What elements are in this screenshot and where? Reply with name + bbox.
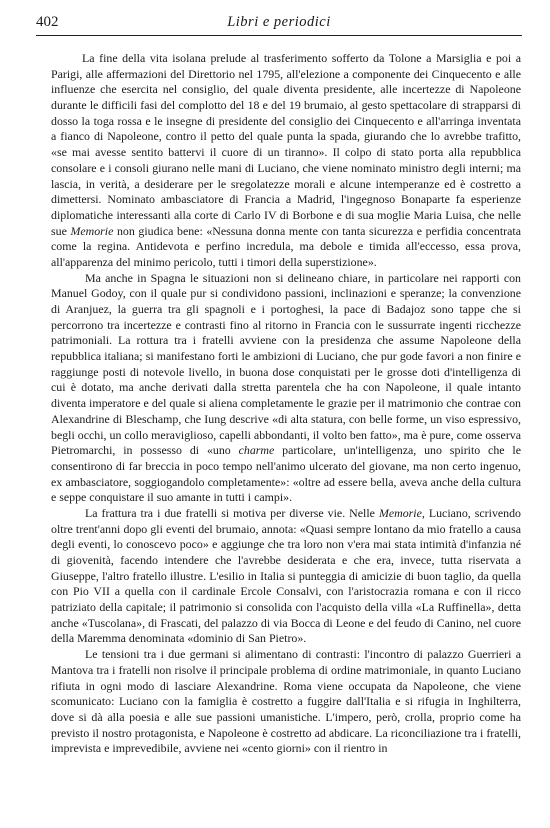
running-header xyxy=(36,14,522,34)
paragraph xyxy=(51,51,521,271)
text-run: La fine della vita isolana prelude al trasferimento sofferto da Tolone a Marsiglia e poi a Parigi, alle affermazioni del Direttorio nel 1795, all'elezione a componente dei Cinquecento e alle influenze che esercita nel consiglio, del quale diventa presidente, alle incertezze di Napoleone durante le difficili fasi del complotto del 18 e del 19 brumaio, al gesto spettacolare di strapparsi di dosso la toga rossa e le insegne di presidente del consiglio dei Cinquecento e all'arringa inventata a fianco di Napoleone, contro il petto del quale punta la spada, giurando che lo avrebbe trafitto, «se mai avesse sentito battervi il cuore di un tiranno». Il colpo di stato porta alla repubblica consolare e i consoli giurano nelle mani di Luciano, che viene nominato ministro degli interni; ma lascia, in verità, a desiderare per le sregolatezze morali e alcune intemperanze ed è costretto a dimettersi. Nominato ambasciatore di Francia a Madrid, l'ingegnoso Bonaparte fa esperienze diplomatiche interessanti alla corte di Carlo IV di Borbone e di sua moglie Maria Luisa, che nelle sue xyxy=(51,51,521,238)
text-run: Ma anche in Spagna le situazioni non si delineano chiare, in particolare nei rapporti con Manuel Godoy, con il quale pur si condividono passioni, inclinazioni e speranze; la convenzione di Aranjuez, la guerra tra gli spagnoli e i portoghesi, la pace di Badajoz sono tappe che si percorrono tra incertezze e contrasti fino al ritorno in Francia con le sussurrate ingenti ricchezze patrimoniali. La rottura tra i fratelli avviene con la presidenza che assume Napoleone della repubblica italiana; si manifestano forti le ambizioni di Luciano, che pur gode favori a non finire e raggiunge posti di notevole livello, in buona dose conquistati per le grosse doti d'intelligenza di cui è dotato, ma anche derivati dalla stretta parentela che ha con Napoleone, il quale intanto diventa imperatore e del quale si aliena completamente le grazie per il matrimonio che contrae con Alexandrine di Bleschamp, che Iung descrive «di alta statura, con belle forme, un viso espressivo, begli occhi, un collo meraviglioso, capelli abbondanti, il volto ben fatto», ma è pure, come osserva Pietromarchi, in possesso di «uno xyxy=(51,270,521,458)
italic-title: Memorie xyxy=(378,505,422,520)
italic-title: Memorie xyxy=(70,223,114,238)
running-title: Libri e periodici xyxy=(227,14,331,30)
text-run: , Luciano, scrivendo oltre trent'anni dopo gli eventi del brumaio, annota: «Quasi sempre lontano da mio fratello a causa degli eventi, lo conoscevo poco» e aggiunge che tra loro non v'era mai stata intimità d'infanzia né di giovenità, facendo intendere che l'avrebbe desiderata e che era, invece, tutta riservata a Giuseppe, l'altro fratello illustre. L'esilio in Italia si punteggia di amicizie di buon taglio, da quella con Pio VII a quella con il cardinale Ercole Consalvi, con l'aristocrazia romana e con il ricco patriziato della capitale; il patrimonio si consolida con l'acquisto della villa «La Ruffinella», detta anche «Tuscolana», di Frascati, del palazzo di via Bocca di Leone e del feudo di Canino, nel cuore della Maremma denominata «dominio di San Pietro». xyxy=(51,505,522,646)
italic-word: charme xyxy=(238,443,275,458)
text-run: La frattura tra i due fratelli si motiva per diverse vie. Nelle xyxy=(85,505,379,520)
page-number: 402 xyxy=(36,14,59,30)
text-run: particolare, un'intelligenza, uno spirito che le consentirono di far breccia in poco tempo nell'animo ulcerato del giovane, ma non certo ingenuo, ex ambasciatore, soggiogandolo completamente»: «oltre ad essere bella, aveva anche della cultura e seppe conquistare il suo amante in tutti i campi». xyxy=(51,443,522,505)
header-rule xyxy=(36,35,522,36)
paragraph xyxy=(51,506,521,647)
paragraph xyxy=(51,271,521,506)
text-run: Le tensioni tra i due germani si alimentano di contrasti: l'incontro di palazzo Guerrieri a Mantova tra i fratelli non risolve il principale problema di ordine matrimoniale, in quanto Luciano rifiuta in ogni modo di lasciare Alexandrine. Roma viene occupata da Napoleone, che viene scomunicato: Luciano con la famiglia è costretto a fuggire dall'Italia e si rifugia in Inghilterra, dove si dà alla poesia e alle sue passioni umanistiche. L'impero, però, crolla, proprio come ha previsto il nostro protagonista, e Napoleone è costretto ad abdicare. La riconciliazione tra i fratelli, imprevista e imprevedibile, avviene nei «cento giorni» con il rientro in xyxy=(51,647,521,756)
paragraph xyxy=(51,647,521,757)
body-text xyxy=(51,51,521,757)
text-run: non giudica bene: «Nessuna donna mente con tanta sicurezza e perfidia concentrata come la regina. Antidevota e perfino incredula, ma debole e timida all'eccesso, essa prova, all'apparenza del minimo pericolo, tutti i timori della superstizione». xyxy=(51,223,521,269)
